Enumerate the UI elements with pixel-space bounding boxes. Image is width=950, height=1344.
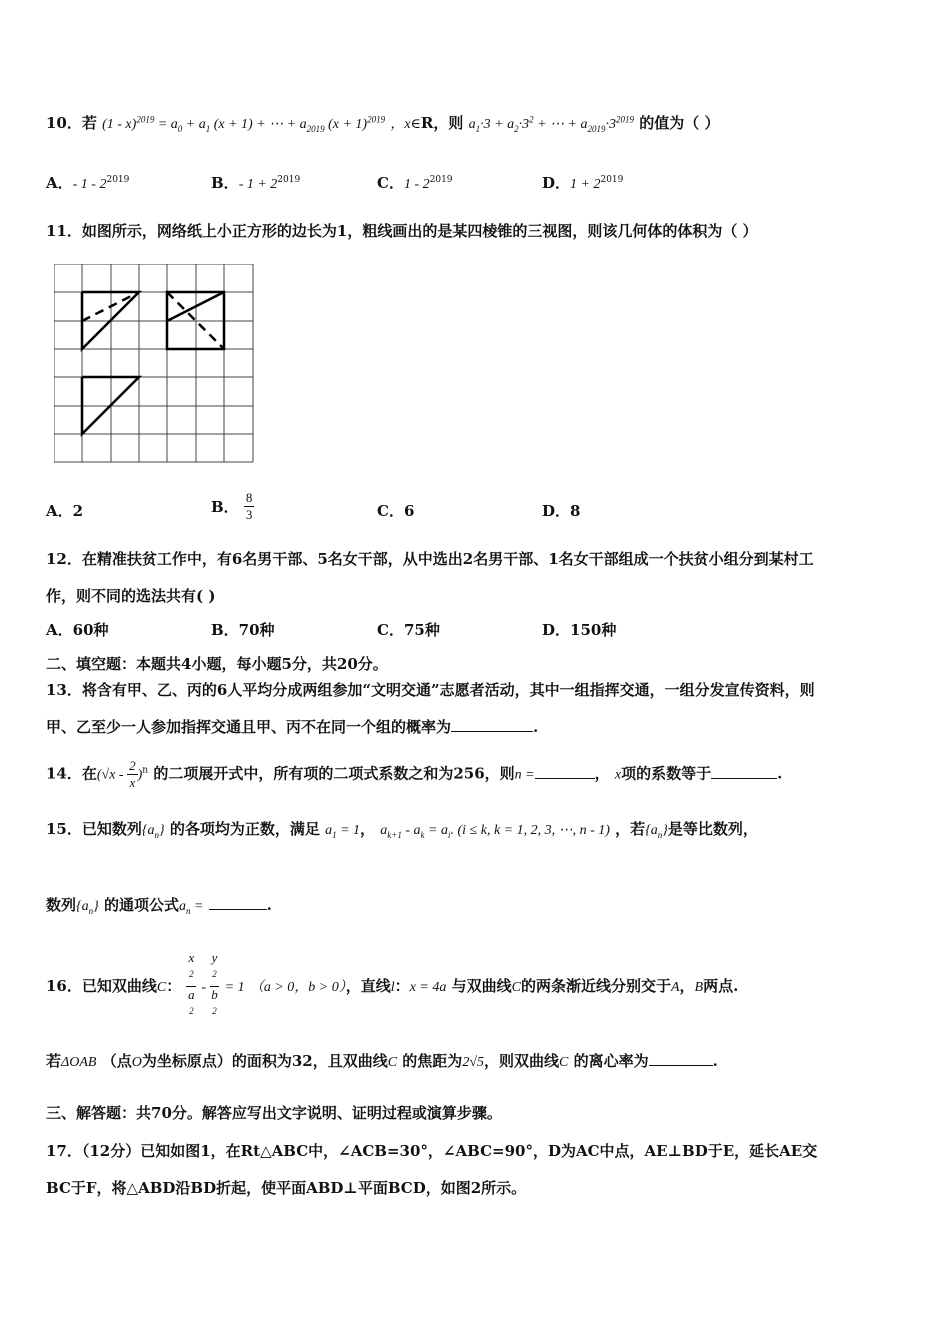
q12-option-c[interactable]: C．75种 xyxy=(377,621,440,639)
q15-line1: 15．已知数列$\{a_n\}$ 的各项均为正数，满足 $a_1 = 1$， $a_{k+1} - a_k = a_i$. (i ≤ k, k = 1, 2, 3, ⋯, n - 1) ，若$\{a_n\}$是等比数列， xyxy=(46,820,758,840)
q11-option-b[interactable]: B． $\frac{8}{3}$ xyxy=(211,490,253,522)
q11-option-c[interactable]: C．6 xyxy=(377,502,415,520)
q10-option-b[interactable]: B．- $1 + 2^{2019}$ xyxy=(211,174,301,192)
q10-stem: 10．若 $(1 - x)^{2019} = a_0 + a_1$ (x + 1) + ⋯ + $a_{2019}$ $(x + 1)^{2019}$ ，x∈R，则 $a_1\cdot 3 + a_2\cdot 3^2$ + ⋯ + $a_{2019}\cdot 3^{2019}$ 的值为（ ） xyxy=(46,114,720,134)
q15-answer-blank[interactable] xyxy=(209,895,267,910)
q16-line1: 16．已知双曲线C： x $^2$ a $^2$ - y $^2$ b $^2$ = 1 （a > 0，b > 0），直线l：x = 4a 与双曲线C的两条渐近线分别交于A，B两点. xyxy=(46,950,739,1017)
q11-option-d[interactable]: D．8 xyxy=(542,502,581,520)
q10-option-a[interactable]: A．- $1 - 2^{2019}$ xyxy=(46,174,130,192)
q13-line2: 甲、乙至少一人参加指挥交通且甲、丙不在同一个组的概率为 . xyxy=(46,718,539,736)
q16-answer-blank[interactable] xyxy=(649,1051,713,1066)
q12-line1: 12．在精准扶贫工作中，有6名男干部、5名女干部，从中选出2名男干部、1名女干部组成一个扶贫小组分到某村工 xyxy=(46,550,814,568)
q12-option-b[interactable]: B．70种 xyxy=(211,621,275,639)
section-2-heading: 二、填空题：本题共4小题，每小题5分，共20分。 xyxy=(46,655,388,673)
q11-option-a[interactable]: A．2 xyxy=(46,502,84,520)
section-3-heading: 三、解答题：共70分。解答应写出文字说明、证明过程或演算步骤。 xyxy=(46,1104,502,1122)
q11-stem: 11．如图所示，网络纸上小正方形的边长为1，粗线画出的是某四棱锥的三视图，则该几何体的体积为（ ） xyxy=(46,222,758,240)
q14-stem: 14．在(√x - $\frac{2}{x}$ )$^n$ 的二项展开式中，所有项的二项式系数之和为256，则n = ， x项的系数等于 . xyxy=(46,758,783,790)
q10-option-c[interactable]: C．$1 - 2^{2019}$ xyxy=(377,174,453,192)
three-view-figure xyxy=(54,264,258,466)
q14-n-blank[interactable] xyxy=(535,764,595,779)
q16-line2: 若ΔOAB （点O为坐标原点）的面积为32，且双曲线C 的焦距为2√5，则双曲线C 的离心率为 . xyxy=(46,1052,718,1070)
q10-option-d[interactable]: D．$1 + 2^{2019}$ xyxy=(542,174,624,192)
q13-answer-blank[interactable] xyxy=(451,717,533,732)
q13-line1: 13．将含有甲、乙、丙的6人平均分成两组参加“文明交通”志愿者活动，其中一组指挥交通，一组分发宣传资料，则 xyxy=(46,681,815,699)
q17-line2: BC于F，将△ABD沿BD折起，使平面ABD⊥平面BCD，如图2所示。 xyxy=(46,1179,527,1197)
q17-line1: 17．（12分）已知如图1，在Rt△ABC中，∠ACB=30°，∠ABC=90°，D为AC中点，AE⊥BD于E，延长AE交 xyxy=(46,1142,818,1160)
q14-coef-blank[interactable] xyxy=(711,764,777,779)
q12-line2: 作，则不同的选法共有( ) xyxy=(46,587,216,605)
q12-option-d[interactable]: D．150种 xyxy=(542,621,617,639)
q15-line2: 数列$\{a_n\}$ 的通项公式$a_n$ = . xyxy=(46,896,272,916)
q12-option-a[interactable]: A．60种 xyxy=(46,621,109,639)
